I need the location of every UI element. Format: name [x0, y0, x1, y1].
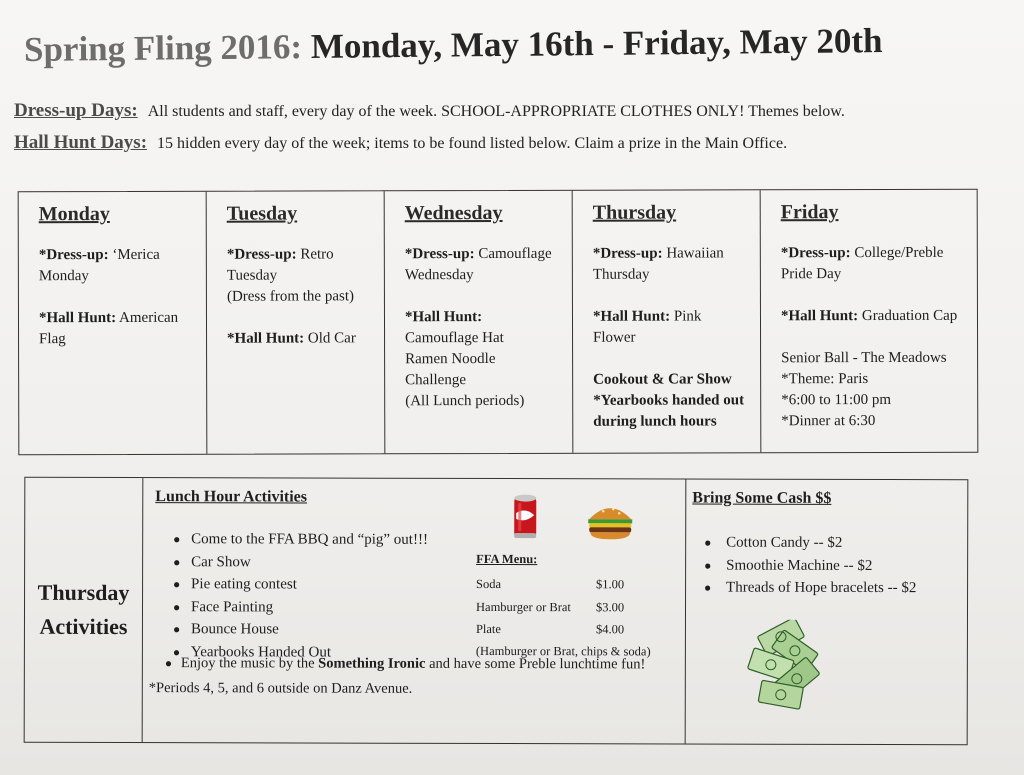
day-column-monday: [19, 192, 208, 454]
event-line: (All Lunch periods): [405, 392, 525, 410]
bullet-icon: ●: [704, 535, 712, 550]
dress-up-note: (Dress from the past): [226, 288, 355, 305]
event-line: Senior Ball - The Meadows: [781, 349, 947, 367]
hamburger-icon: [585, 501, 635, 541]
activity-text: Pie eating contest: [191, 576, 297, 593]
dress-up-theme: [39, 245, 192, 287]
day-column-thursday: [573, 190, 762, 452]
day-name: Friday: [780, 201, 839, 224]
day-column-friday: [761, 190, 978, 453]
menu-price: $3.00: [595, 599, 625, 614]
hall-hunt-value: Old Car: [307, 330, 356, 347]
list-item: [704, 532, 916, 555]
list-item: [173, 573, 428, 596]
cash-item: Threads of Hope bracelets -- $2: [726, 579, 917, 597]
label-line-2: Activities: [39, 613, 128, 640]
bullet-icon: ●: [172, 644, 181, 659]
dress-up-value: College/Preble Pride Day: [780, 244, 944, 283]
bullet-icon: ●: [172, 599, 181, 614]
cash-list: [704, 532, 917, 600]
bullet-icon: ●: [704, 580, 712, 595]
bullet-icon: ●: [172, 622, 181, 637]
bullet-icon: ●: [173, 577, 181, 592]
hall-hunt-value: Camouflage Hat: [405, 329, 504, 347]
title-event: Spring Fling 2016:: [23, 27, 303, 69]
menu-row: [476, 595, 626, 618]
hall-hunt-label: *Hall Hunt:: [38, 309, 117, 327]
money-icon: [746, 620, 826, 715]
dress-up-text: All students and staff, every day of the week. SCHOOL-APPROPRIATE CLOTHES ONLY! Themes below.: [147, 103, 845, 120]
dress-up-value: Retro Tuesday: [226, 246, 334, 284]
hall-hunt-text: 15 hidden every day of the week; items to be found listed below. Claim a prize in the Main Office.: [157, 135, 788, 152]
hall-hunt-label: *Hall Hunt:: [592, 308, 671, 325]
day-name: Monday: [38, 203, 110, 226]
hall-hunt-label: *Hall Hunt:: [404, 309, 483, 326]
bullet-icon: ●: [164, 656, 173, 671]
footnote: *Periods 4, 5, and 6 outside on Danz Avenue.: [148, 680, 413, 697]
dress-up-theme: [227, 244, 370, 307]
band-name: Something Ironic: [318, 655, 426, 672]
hall-hunt-value: Graduation Cap: [861, 307, 958, 325]
hall-hunt-item: [405, 307, 558, 349]
hall-hunt-item: [781, 306, 963, 327]
activity-text: Come to the FFA BBQ and “pig” out!!!: [191, 531, 429, 548]
hall-hunt-item: [593, 306, 746, 348]
event-line: Ramen Noodle Challenge: [405, 351, 496, 389]
dress-up-label: *Dress-up:: [404, 246, 475, 263]
menu-item: Plate: [475, 621, 501, 637]
menu-note: (Hamburger or Brat, chips & soda): [475, 643, 651, 658]
music-pre: Enjoy the music by the: [180, 655, 315, 672]
thursday-activities-table: [24, 477, 969, 745]
dress-up-label: Dress-up Days:: [14, 100, 138, 121]
day-column-tuesday: [207, 191, 386, 453]
menu-item: Soda: [476, 576, 502, 592]
cash-heading: Bring Some Cash $$: [692, 489, 832, 507]
music-post: and have some Preble lunchtime fun!: [429, 655, 646, 673]
dress-up-value: ‘Merica Monday: [38, 246, 160, 285]
title-dates: Monday, May 16th - Friday, May 20th: [310, 21, 883, 66]
dress-up-label: *Dress-up:: [38, 247, 109, 264]
event-line: *Theme: Paris: [781, 371, 869, 388]
dress-up-theme: [405, 244, 558, 286]
menu-price: $4.00: [595, 622, 625, 637]
menu-row: [476, 573, 626, 596]
lunch-hour-activities-section: [143, 478, 687, 743]
activity-text: Bounce House: [190, 621, 279, 638]
hall-hunt-label: Hall Hunt Days:: [14, 132, 148, 153]
activity-text: Car Show: [191, 553, 251, 570]
activities-list: [173, 528, 428, 664]
page-title: [24, 21, 883, 70]
list-item: [173, 551, 428, 574]
label-text: [38, 576, 130, 644]
menu-row: [476, 618, 626, 641]
menu-price: $1.00: [596, 577, 625, 592]
cash-item: Cotton Candy -- $2: [726, 534, 843, 551]
dress-up-label: *Dress-up:: [592, 245, 663, 262]
day-name: Tuesday: [226, 202, 298, 225]
bring-cash-section: [686, 479, 968, 744]
activity-text: Face Painting: [190, 598, 274, 615]
hall-hunt-label: *Hall Hunt:: [227, 330, 305, 347]
event-line: *Yearbooks handed out during lunch hours: [593, 392, 745, 430]
list-item: [704, 554, 916, 577]
hall-hunt-item: [227, 328, 370, 349]
bullet-icon: ●: [173, 532, 181, 547]
hall-hunt-value: American Flag: [39, 309, 179, 348]
event-line: Cookout & Car Show: [593, 371, 732, 388]
day-column-wednesday: [385, 191, 574, 453]
cash-item: Smoothie Machine -- $2: [726, 557, 873, 574]
dress-up-label: *Dress-up:: [226, 246, 297, 263]
hall-hunt-item: [39, 308, 192, 350]
dress-up-theme: [781, 243, 963, 285]
music-line: [165, 655, 646, 673]
dress-up-label: *Dress-up:: [780, 245, 851, 262]
menu-item: Hamburger or Brat: [475, 599, 571, 614]
label-line-1: Thursday: [37, 579, 130, 606]
thursday-activities-label: [25, 478, 144, 742]
weekly-schedule-table: [18, 189, 979, 456]
list-item: [173, 618, 428, 641]
menu-heading: FFA Menu:: [476, 551, 538, 567]
dress-up-value: Camouflage Wednesday: [404, 245, 552, 284]
list-item: [173, 528, 428, 551]
bullet-icon: ●: [173, 554, 181, 569]
event-line: *6:00 to 11:00 pm: [781, 391, 892, 409]
lunch-heading: Lunch Hour Activities: [155, 488, 308, 506]
list-item: [704, 577, 916, 600]
hall-hunt-label: *Hall Hunt:: [780, 308, 859, 325]
dress-up-info: [14, 100, 845, 122]
day-name: Wednesday: [404, 201, 503, 225]
list-item: [173, 596, 428, 619]
activity-text: Yearbooks Handed Out: [190, 643, 332, 661]
dress-up-value: Hawaiian Thursday: [592, 245, 724, 283]
hall-hunt-value: Pink Flower: [593, 308, 702, 346]
soda-can-icon: [511, 493, 539, 541]
hall-hunt-info: [14, 132, 787, 154]
dress-up-theme: [593, 243, 746, 285]
event-line: *Dinner at 6:30: [781, 413, 876, 430]
ffa-menu: [476, 552, 651, 661]
day-name: Thursday: [592, 201, 677, 224]
bullet-icon: ●: [704, 558, 712, 573]
